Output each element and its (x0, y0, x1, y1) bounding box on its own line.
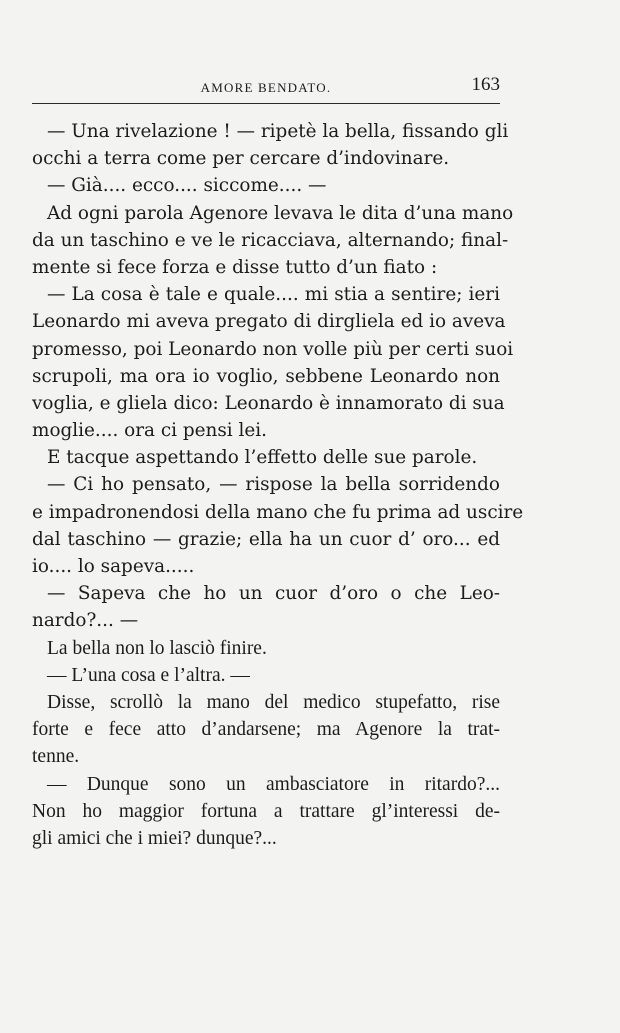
text-line: scrupoli, ma ora io voglio, sebbene Leonardo non (32, 365, 500, 387)
text-line: — Dunque sono un ambasciatore in ritardo?... (47, 773, 500, 795)
text-line: e impadronendosi della mano che fu prima ad uscire (32, 501, 524, 523)
text-line: forte e fece atto d’andarsene; ma Agenore la trat- (32, 719, 500, 741)
page-number: 163 (471, 74, 500, 95)
text-line: Disse, scrollò la mano del medico stupefatto, rise (47, 691, 500, 713)
text-line: mente si fece forza e disse tutto d’un fiato : (32, 256, 438, 278)
text-line: E tacque aspettando l’effetto delle sue parole. (47, 447, 478, 469)
running-head (32, 74, 500, 102)
text-line: promesso, poi Leonardo non volle più per certi suoi (32, 338, 514, 360)
text-line: voglia, e gliela dico: Leonardo è innamorato di sua (32, 392, 505, 414)
header-rule (32, 103, 500, 104)
text-line: Ad ogni parola Agenore levava le dita d’una mano (47, 202, 514, 224)
text-line: moglie.... ora ci pensi lei. (32, 420, 268, 442)
text-line: La bella non lo lasciò finire. (47, 637, 267, 659)
body-text (32, 118, 524, 852)
text-line: tenne. (32, 746, 80, 768)
text-line: — Sapeva che ho un cuor d’oro o che Leo- (47, 583, 500, 605)
text-line: — Ci ho pensato, — rispose la bella sorridendo (47, 474, 500, 496)
text-line: occhi a terra come per cercare d’indovinare. (32, 148, 450, 170)
text-line: — Una rivelazione ! — ripetè la bella, fissando gli (47, 121, 509, 142)
text-line: — Già.... ecco.... siccome.... — (47, 175, 327, 197)
text-line: — L’una cosa e l’altra. — (47, 664, 250, 686)
text-line: Leonardo mi aveva pregato di dirgliela ed io aveva (32, 311, 506, 333)
text-line: dal taschino — grazie; ella ha un cuor d’ oro... ed (32, 528, 500, 550)
text-line: da un taschino e ve le ricacciava, alternando; final- (32, 229, 509, 251)
text-line: nardo?... — (32, 610, 139, 632)
running-title: AMORE BENDATO. (200, 80, 332, 95)
text-line: io.... lo sapeva..... (32, 556, 195, 577)
text-line: Non ho maggior fortuna a trattare gl’interessi de- (32, 800, 500, 822)
text-line: gli amici che i miei? dunque?... (32, 827, 277, 849)
text-line: — La cosa è tale e quale.... mi stia a sentire; ieri (47, 284, 500, 306)
